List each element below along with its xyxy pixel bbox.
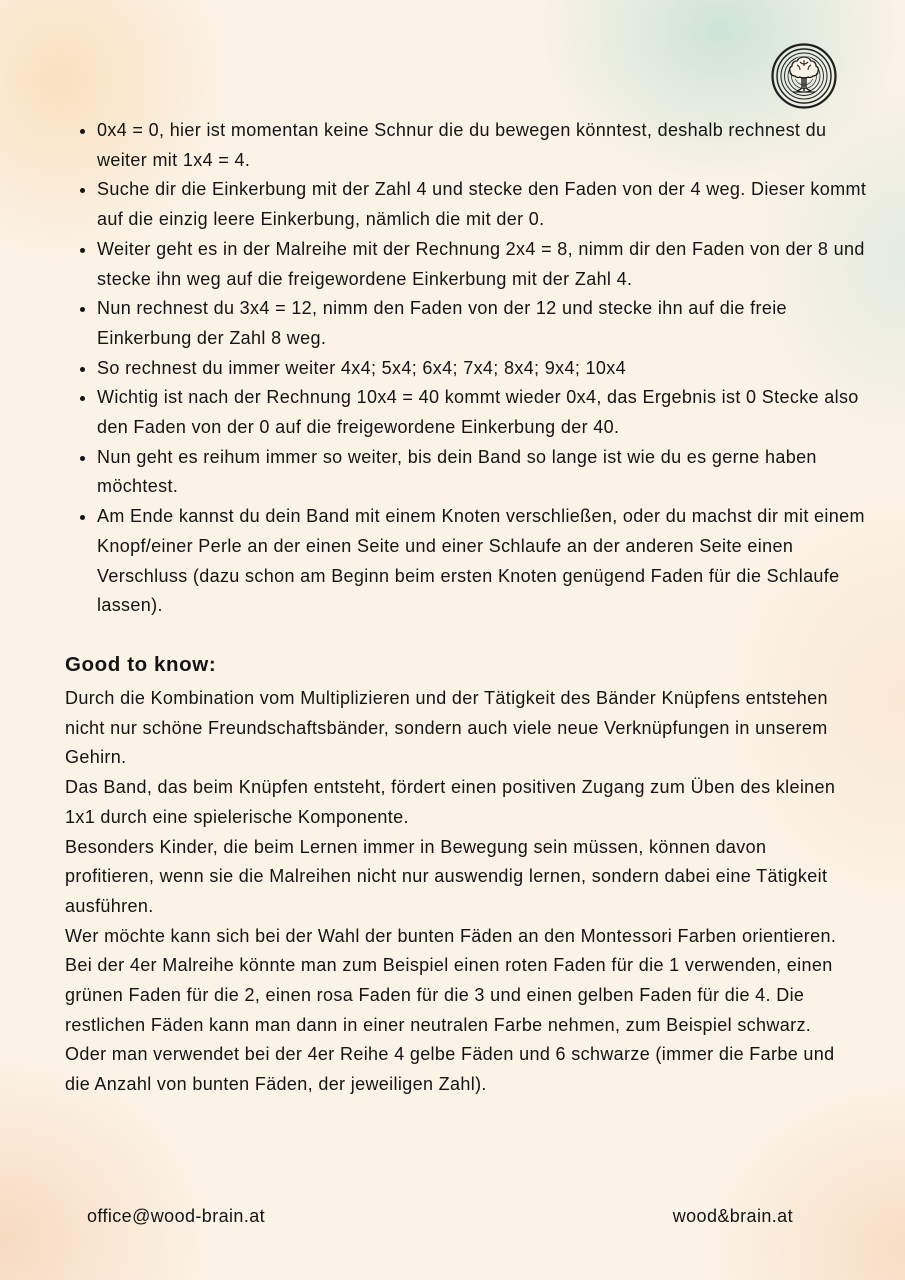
paragraph: Wer möchte kann sich bei der Wahl der bunten Fäden an den Montessori Farben orientieren. Bei der 4er Malreihe könnte man zum Beispiel einen roten Faden für die 1 verwenden, einen grünen Faden für die 2, einen rosa Faden für die 3 und einen gelben Faden für die 4. Die restlichen Fäden kann man dann in einer neutralen Farbe nehmen, zum Beispiel schwarz. — [65, 925, 837, 1035]
footer-email: office@wood-brain.at — [87, 1206, 266, 1226]
list-item: • Weiter geht es in der Malreihe mit der Rechnung 2x4 = 8, nimm dir den Faden von der 8 und stecke ihn weg auf die freigewordene Einkerbung mit der Zahl 4. — [97, 235, 877, 294]
list-item: • Wichtig ist nach der Rechnung 10x4 = 40 kommt wieder 0x4, das Ergebnis ist 0 Stecke also den Faden von der 0 auf die freigewordene Einkerbung der 40. — [97, 383, 877, 442]
list-item: • Nun rechnest du 3x4 = 12, nimm den Faden von der 12 und stecke ihn auf die freie Einkerbung der Zahl 8 weg. — [97, 294, 877, 353]
paragraph: Das Band, das beim Knüpfen entsteht, fördert einen positiven Zugang zum Üben des kleinen 1x1 durch eine spielerische Komponente. — [65, 777, 836, 827]
paragraph: Durch die Kombination vom Multiplizieren und der Tätigkeit des Bänder Knüpfens entstehen nicht nur schöne Freundschaftsbänder, sondern auch viele neue Verknüpfungen in unserem Gehirn. — [65, 688, 828, 768]
good-to-know-heading: Good to know: — [65, 653, 217, 676]
list-item: • So rechnest du immer weiter 4x4; 5x4; 6x4; 7x4; 8x4; 9x4; 10x4 — [97, 354, 877, 384]
paragraph: Oder man verwendet bei der 4er Reihe 4 gelbe Fäden und 6 schwarze (immer die Farbe und die Anzahl von bunten Fäden, der jeweiligen Zahl). — [65, 1044, 835, 1095]
list-item: • Suche dir die Einkerbung mit der Zahl 4 und stecke den Faden von der 4 weg. Dieser kommt auf die einzig leere Einkerbung, nämlich die mit der 0. — [97, 175, 877, 234]
paragraph: Besonders Kinder, die beim Lernen immer in Bewegung sein müssen, können davon profitieren, wenn sie die Malreihen nicht nur auswendig lernen, sondern dabei eine Tätigkeit ausführen. — [65, 836, 828, 916]
instruction-steps-list — [65, 116, 877, 621]
footer-website: wood&brain.at — [672, 1206, 793, 1226]
list-item: • Nun geht es reihum immer so weiter, bis dein Band so lange ist wie du es gerne haben möchtest. — [97, 443, 877, 502]
list-item: • 0x4 = 0, hier ist momentan keine Schnur die du bewegen könntest, deshalb rechnest du weiter mit 1x4 = 4. — [97, 116, 877, 175]
list-item: • Am Ende kannst du dein Band mit einem Knoten verschließen, oder du machst dir mit einem Knopf/einer Perle an der einen Seite und einer Schlaufe an der anderen Seite einen Verschluss (dazu schon am Beginn beim ersten Knoten genügend Faden für die Schlaufe lassen). — [97, 502, 877, 621]
tree-brain-logo-icon — [771, 43, 837, 109]
good-to-know-section — [65, 684, 845, 1100]
